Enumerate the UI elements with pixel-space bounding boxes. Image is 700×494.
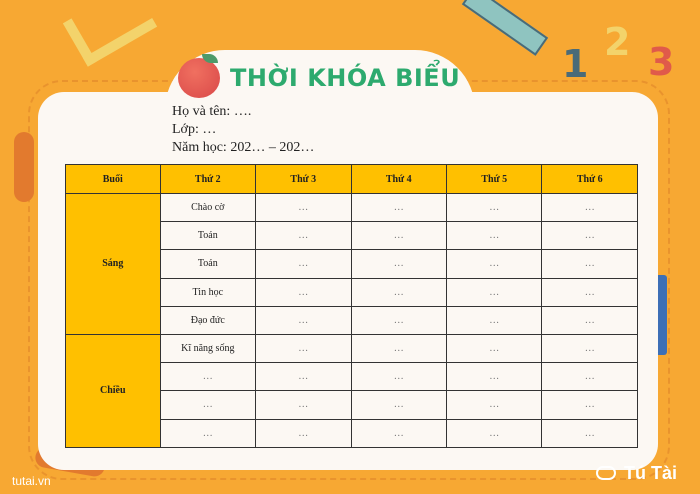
subject-cell: …	[542, 363, 638, 391]
subject-cell: Toán	[160, 222, 256, 250]
apple-icon	[178, 58, 220, 98]
subject-cell: …	[447, 363, 542, 391]
subject-cell: …	[447, 278, 542, 306]
subject-cell: …	[256, 334, 351, 362]
header-day: Thứ 3	[256, 165, 351, 194]
session-label: Sáng	[66, 194, 161, 335]
subject-cell: …	[351, 419, 446, 447]
subject-cell: …	[542, 278, 638, 306]
table-header-row	[66, 165, 638, 194]
subject-cell: …	[542, 419, 638, 447]
name-line: Họ và tên: ….	[172, 104, 252, 119]
subject-cell: …	[447, 250, 542, 278]
table-row	[66, 194, 638, 222]
table-row	[66, 334, 638, 362]
subject-cell: Chào cờ	[160, 194, 256, 222]
subject-cell: Tin học	[160, 278, 256, 306]
student-info	[172, 103, 314, 157]
number-1: 1	[562, 42, 589, 86]
header-day: Thứ 5	[447, 165, 542, 194]
number-2: 2	[604, 20, 631, 64]
header-day: Thứ 6	[542, 165, 638, 194]
subject-cell: …	[542, 250, 638, 278]
header-day: Thứ 4	[351, 165, 446, 194]
session-label: Chiều	[66, 334, 161, 447]
subject-cell: …	[256, 194, 351, 222]
subject-cell: …	[542, 306, 638, 334]
subject-cell: …	[447, 334, 542, 362]
timetable	[65, 164, 638, 448]
subject-cell: …	[447, 419, 542, 447]
subject-cell: …	[160, 419, 256, 447]
subject-cell: …	[256, 222, 351, 250]
site-url: tutai.vn	[12, 474, 51, 488]
triangle-ruler-icon	[63, 0, 157, 67]
header-day: Thứ 2	[160, 165, 256, 194]
subject-cell: …	[447, 194, 542, 222]
bread-icon	[14, 132, 34, 202]
subject-cell: …	[542, 391, 638, 419]
subject-cell: …	[351, 250, 446, 278]
subject-cell: …	[256, 363, 351, 391]
subject-cell: …	[447, 306, 542, 334]
subject-cell: …	[256, 278, 351, 306]
subject-cell: …	[351, 306, 446, 334]
subject-cell: …	[447, 391, 542, 419]
subject-cell: …	[542, 334, 638, 362]
subject-cell: …	[351, 391, 446, 419]
subject-cell: …	[542, 222, 638, 250]
subject-cell: …	[256, 419, 351, 447]
subject-cell: …	[256, 306, 351, 334]
header-session: Buổi	[66, 165, 161, 194]
subject-cell: Đạo đức	[160, 306, 256, 334]
year-line: Năm học: 202… – 202…	[172, 140, 315, 155]
subject-cell: …	[256, 391, 351, 419]
subject-cell: …	[351, 194, 446, 222]
owl-logo-icon	[596, 466, 616, 480]
subject-cell: …	[351, 222, 446, 250]
subject-cell: …	[542, 194, 638, 222]
page-title: THỜI KHÓA BIỂU	[230, 64, 461, 92]
subject-cell: Toán	[160, 250, 256, 278]
number-3: 3	[648, 40, 675, 84]
subject-cell: …	[351, 278, 446, 306]
subject-cell: Kĩ năng sống	[160, 334, 256, 362]
class-line: Lớp: …	[172, 122, 217, 137]
subject-cell: …	[447, 222, 542, 250]
subject-cell: …	[351, 363, 446, 391]
ruler-icon	[462, 0, 548, 56]
subject-cell: …	[351, 334, 446, 362]
subject-cell: …	[160, 391, 256, 419]
subject-cell: …	[160, 363, 256, 391]
brand-logo: Tú Tài	[624, 463, 677, 483]
subject-cell: …	[256, 250, 351, 278]
